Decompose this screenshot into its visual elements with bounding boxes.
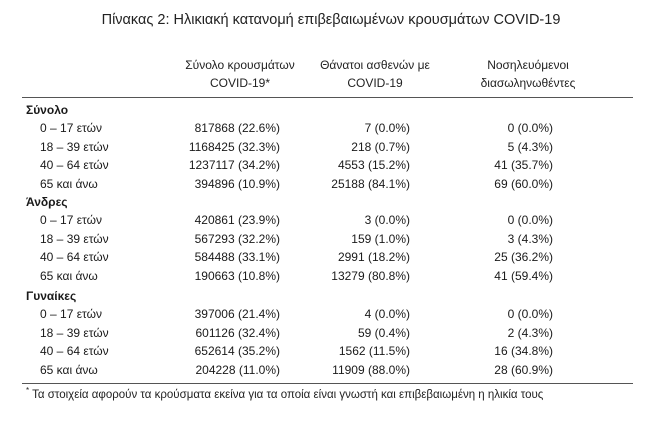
cell-deaths: 159 (1.0%) [351, 231, 410, 246]
cell-deaths: 25188 (84.1%) [331, 176, 410, 191]
row-label: 18 – 39 ετών [40, 139, 109, 154]
cell-intubated: 2 (4.3%) [507, 325, 553, 340]
cell-cases: 1237117 (34.2%) [188, 158, 280, 172]
cell-cases: 1168425 (32.3%) [188, 139, 280, 154]
cell-deaths: 59 (0.4%) [357, 325, 410, 340]
header-divider [22, 97, 633, 98]
row-label: 40 – 64 ετών [40, 158, 109, 172]
group-heading: Γυναίκες [26, 289, 77, 303]
footnote-text: Τα στοιχεία αφορούν τα κρούσματα εκείνα για τα οποία είναι γνωστή και επιβεβαιωμένη η ηλικία τους [32, 388, 544, 401]
cell-intubated: 41 (59.4%) [494, 268, 553, 283]
header-intubated [458, 56, 598, 92]
cell-cases: 190663 (10.8%) [194, 268, 280, 283]
table-title: Πίνακας 2: Ηλικιακή κατανομή επιβεβαιωμένων κρουσμάτων COVID-19 [101, 12, 561, 28]
row-label: 40 – 64 ετών [40, 344, 109, 358]
cell-intubated: 28 (60.9%) [494, 362, 553, 377]
header-line: Νοσηλευόμενοι [487, 58, 569, 72]
cell-cases: 397006 (21.4%) [194, 307, 280, 321]
cell-deaths: 218 (0.7%) [351, 139, 410, 154]
row-label: 18 – 39 ετών [40, 325, 109, 340]
bottom-divider [22, 383, 633, 384]
cell-intubated: 25 (36.2%) [494, 250, 553, 264]
cell-intubated: 3 (4.3%) [507, 231, 553, 246]
cell-cases: 584488 (33.1%) [194, 250, 280, 264]
cell-deaths: 3 (0.0%) [364, 213, 410, 227]
header-deaths [305, 56, 445, 92]
cell-cases: 817868 (22.6%) [194, 121, 280, 135]
row-label: 0 – 17 ετών [40, 121, 102, 135]
group-heading: Σύνολο [26, 103, 69, 117]
cell-cases: 420861 (23.9%) [194, 213, 280, 227]
header-line: Θάνατοι ασθενών με [320, 58, 430, 72]
row-label: 0 – 17 ετών [40, 307, 102, 321]
cell-cases: 204228 (11.0%) [195, 362, 280, 377]
cell-intubated: 0 (0.0%) [507, 307, 553, 321]
cell-deaths: 11909 (88.0%) [332, 362, 410, 377]
cell-deaths: 4553 (15.2%) [337, 158, 410, 172]
cell-deaths: 1562 (11.5%) [338, 344, 410, 358]
row-label: 40 – 64 ετών [40, 250, 109, 264]
group-heading: Άνδρες [26, 195, 68, 209]
cell-intubated: 0 (0.0%) [507, 213, 553, 227]
cell-intubated: 5 (4.3%) [507, 139, 553, 154]
cell-cases: 567293 (32.2%) [194, 231, 280, 246]
cell-cases: 601126 (32.4%) [195, 325, 280, 340]
footnote [26, 386, 543, 401]
cell-cases: 652614 (35.2%) [194, 344, 280, 358]
cell-deaths: 2991 (18.2%) [337, 250, 410, 264]
header-line: COVID-19* [209, 76, 271, 90]
cell-cases: 394896 (10.9%) [194, 176, 280, 191]
row-label: 65 και άνω [40, 176, 98, 191]
cell-intubated: 41 (35.7%) [494, 158, 553, 172]
row-label: 0 – 17 ετών [40, 213, 102, 227]
header-line: COVID-19 [347, 76, 403, 90]
header-line: διασωληνωθέντες [480, 76, 576, 90]
header-line: Σύνολο κρουσμάτων [185, 58, 295, 72]
footnote-marker: * [26, 386, 30, 395]
row-label: 65 και άνω [40, 268, 98, 283]
cell-deaths: 7 (0.0%) [364, 121, 410, 135]
cell-intubated: 16 (34.8%) [494, 344, 553, 358]
row-label: 18 – 39 ετών [40, 231, 109, 246]
row-label: 65 και άνω [40, 362, 98, 377]
cell-intubated: 0 (0.0%) [507, 121, 553, 135]
cell-deaths: 13279 (80.8%) [331, 268, 410, 283]
cell-deaths: 4 (0.0%) [364, 307, 410, 321]
header-total-cases [170, 56, 310, 92]
cell-intubated: 69 (60.0%) [494, 176, 553, 191]
